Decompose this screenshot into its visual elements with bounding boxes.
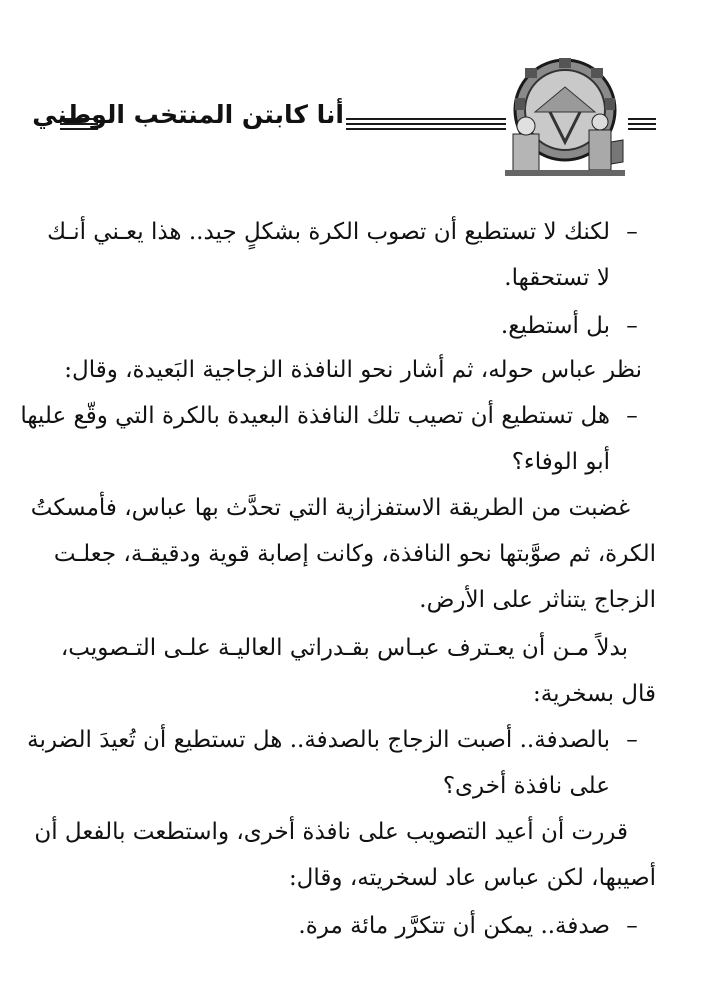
dialogue-dash: – [626, 313, 638, 339]
header-rule-middle [346, 118, 506, 130]
dialogue-dash: – [626, 913, 638, 939]
dialogue-dash: – [626, 403, 638, 429]
chapter-header [0, 52, 720, 202]
header-rule-right [628, 118, 656, 130]
text-line: لكنك لا تستطيع أن تصوب الكرة بشكلٍ جيد.. هذا يعـني أنـك [47, 219, 610, 245]
text-line: بالصدفة.. أصبت الزجاج بالصدفة.. هل تستطيع أن تُعيدَ الضربة [27, 727, 610, 753]
text-line: قررت أن أعيد التصويب على نافذة أخرى، واستطعت بالفعل أن [34, 819, 628, 845]
text-line: صدفة.. يمكن أن تتكرَّر مائة مرة. [298, 913, 610, 939]
text-line: قال بسخرية: [533, 681, 656, 707]
text-line: نظر عباس حوله، ثم أشار نحو النافذة الزجاجية البَعيدة، وقال: [64, 357, 642, 383]
chapter-title: أنا كابتن المنتخب الوطني [32, 100, 344, 129]
text-line: الزجاج يتناثر على الأرض. [419, 587, 656, 613]
text-line: لا تستحقها. [504, 265, 610, 291]
text-line: على نافذة أخرى؟ [442, 773, 610, 799]
stadium-illustration-icon [505, 52, 625, 177]
text-line: هل تستطيع أن تصيب تلك النافذة البعيدة بالكرة التي وقّع عليها [20, 403, 610, 429]
text-line: غضبت من الطريقة الاستفزازية التي تحدَّث بها عباس، فأمسكتُ [30, 495, 630, 521]
text-line: بل أستطيع. [500, 313, 610, 339]
text-line: بدلاً مـن أن يعـترف عبـاس بقـدراتي العاليـة علـى التـصويب، [60, 635, 628, 661]
dialogue-dash: – [626, 727, 638, 753]
dialogue-dash: – [626, 219, 638, 245]
text-line: أبو الوفاء؟ [511, 449, 610, 475]
text-line: أصيبها، لكن عباس عاد لسخريته، وقال: [288, 865, 656, 891]
text-line: الكرة، ثم صوَّبتها نحو النافذة، وكانت إصابة قوية ودقيقـة، جعلـت [53, 541, 656, 567]
